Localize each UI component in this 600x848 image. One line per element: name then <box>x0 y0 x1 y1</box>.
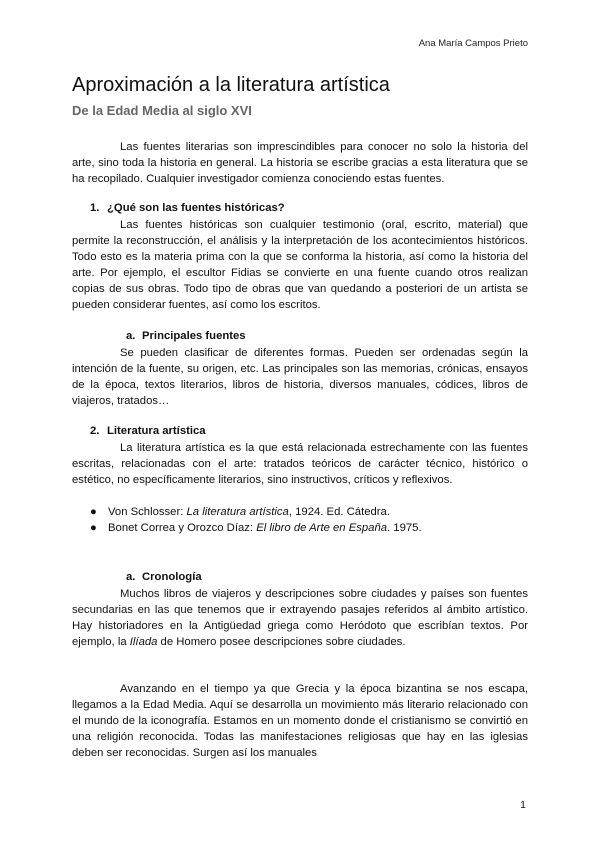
section-1a-body: Se pueden clasificar de diferentes formas. Pueden ser ordenadas según la intención de la fuente, su origen, etc. Las principales son las memorias, crónicas, ensayos de la época, textos literarios, libros de historia, diversos manuales, códices, libros de viajeros, tratados… <box>72 347 528 407</box>
section-2a-paragraph-1 <box>72 587 528 651</box>
page-number: 1 <box>520 799 526 811</box>
section-2-heading-text: Literatura artística <box>107 425 206 437</box>
reference-author: Bonet Correa y Orozco Díaz: <box>108 521 257 534</box>
references-list <box>90 505 528 537</box>
work-title: Ilíada <box>129 635 158 648</box>
list-item <box>90 521 528 537</box>
reference-details: . 1975. <box>387 521 422 534</box>
header-author: Ana María Campos Prieto <box>418 38 528 49</box>
intro-paragraph: Las fuentes literarias son imprescindibles para conocer no solo la historia del arte, sino toda la historia en general. La historia se escribe gracias a esta literatura que se ha recopilado. Cualquier investigador comienza conociendo estas fuentes. <box>72 141 528 185</box>
list-item <box>90 505 528 521</box>
section-2-heading <box>90 425 206 437</box>
section-2-body: La literatura artística es la que está relacionada estrechamente con las fuentes escritas, relacionadas con el arte: tratados teóricos de carácter técnico, histórico o estético, no específicamente literarios, sino instructivos, críticos y reflexivos. <box>72 442 528 486</box>
section-2a-paragraph-2: Avanzando en el tiempo ya que Grecia y la época bizantina se nos escapa, llegamos a la Edad Media. Aquí se desarrolla un movimiento más literario relacionado con el mundo de la iconografía. Estamos en un momento donde el cristianismo se convirtió en una religión reconocida. Todas las manifestaciones religiosas que hay en las iglesias deben ser reconocidas. Surgen así los manuales <box>72 683 528 759</box>
reference-details: , 1924. Ed. Cátedra. <box>288 506 390 518</box>
section-1a-heading <box>126 330 246 342</box>
section-1-number: 1. <box>90 202 100 214</box>
bullet-icon: ● <box>90 506 97 518</box>
paragraph-text: de Homero posee descripciones sobre ciudades. <box>157 635 406 648</box>
reference-author: Von Schlosser: <box>108 506 187 518</box>
section-1-body: Las fuentes históricas son cualquier testimonio (oral, escrito, material) que permite la reconstrucción, el análisis y la interpretación de los acontecimientos históricos. Todo esto es la materia prima con la que se conforma la historia, así como la historia del arte. Por ejemplo, el escultor Fidias se convierte en una fuente cuando otros realizan copias de sus obras. Todo tipo de obras que van quedando a posteriori de un artista se pueden considerar fuentes, así como los escritos. <box>72 219 528 311</box>
section-1-heading <box>90 202 285 214</box>
section-2a-number: a. <box>126 571 136 583</box>
section-2a-heading <box>126 571 202 583</box>
paragraph-text: Muchos libros de viajeros y descripciones sobre ciudades y países son fuentes secundarias en las que tenemos que ir extrayendo pasajes referidos al ámbito artístico. Hay historiadores en la Antigüedad griega como Heródoto que escribían textos. Por ejemplo, la <box>72 588 528 648</box>
reference-title: El libro de Arte en España <box>256 521 388 534</box>
section-1-heading-text: ¿Qué son las fuentes históricas? <box>107 202 285 214</box>
section-1a-heading-text: Principales fuentes <box>142 330 246 342</box>
bullet-icon: ● <box>90 521 97 534</box>
document-subtitle: De la Edad Media al siglo XVI <box>72 103 252 118</box>
reference-title: La literatura artística <box>186 506 289 518</box>
document-title: Aproximación a la literatura artística <box>72 74 390 96</box>
section-2a-heading-text: Cronología <box>142 571 202 583</box>
section-1a-number: a. <box>126 330 136 342</box>
section-2-number: 2. <box>90 425 100 437</box>
